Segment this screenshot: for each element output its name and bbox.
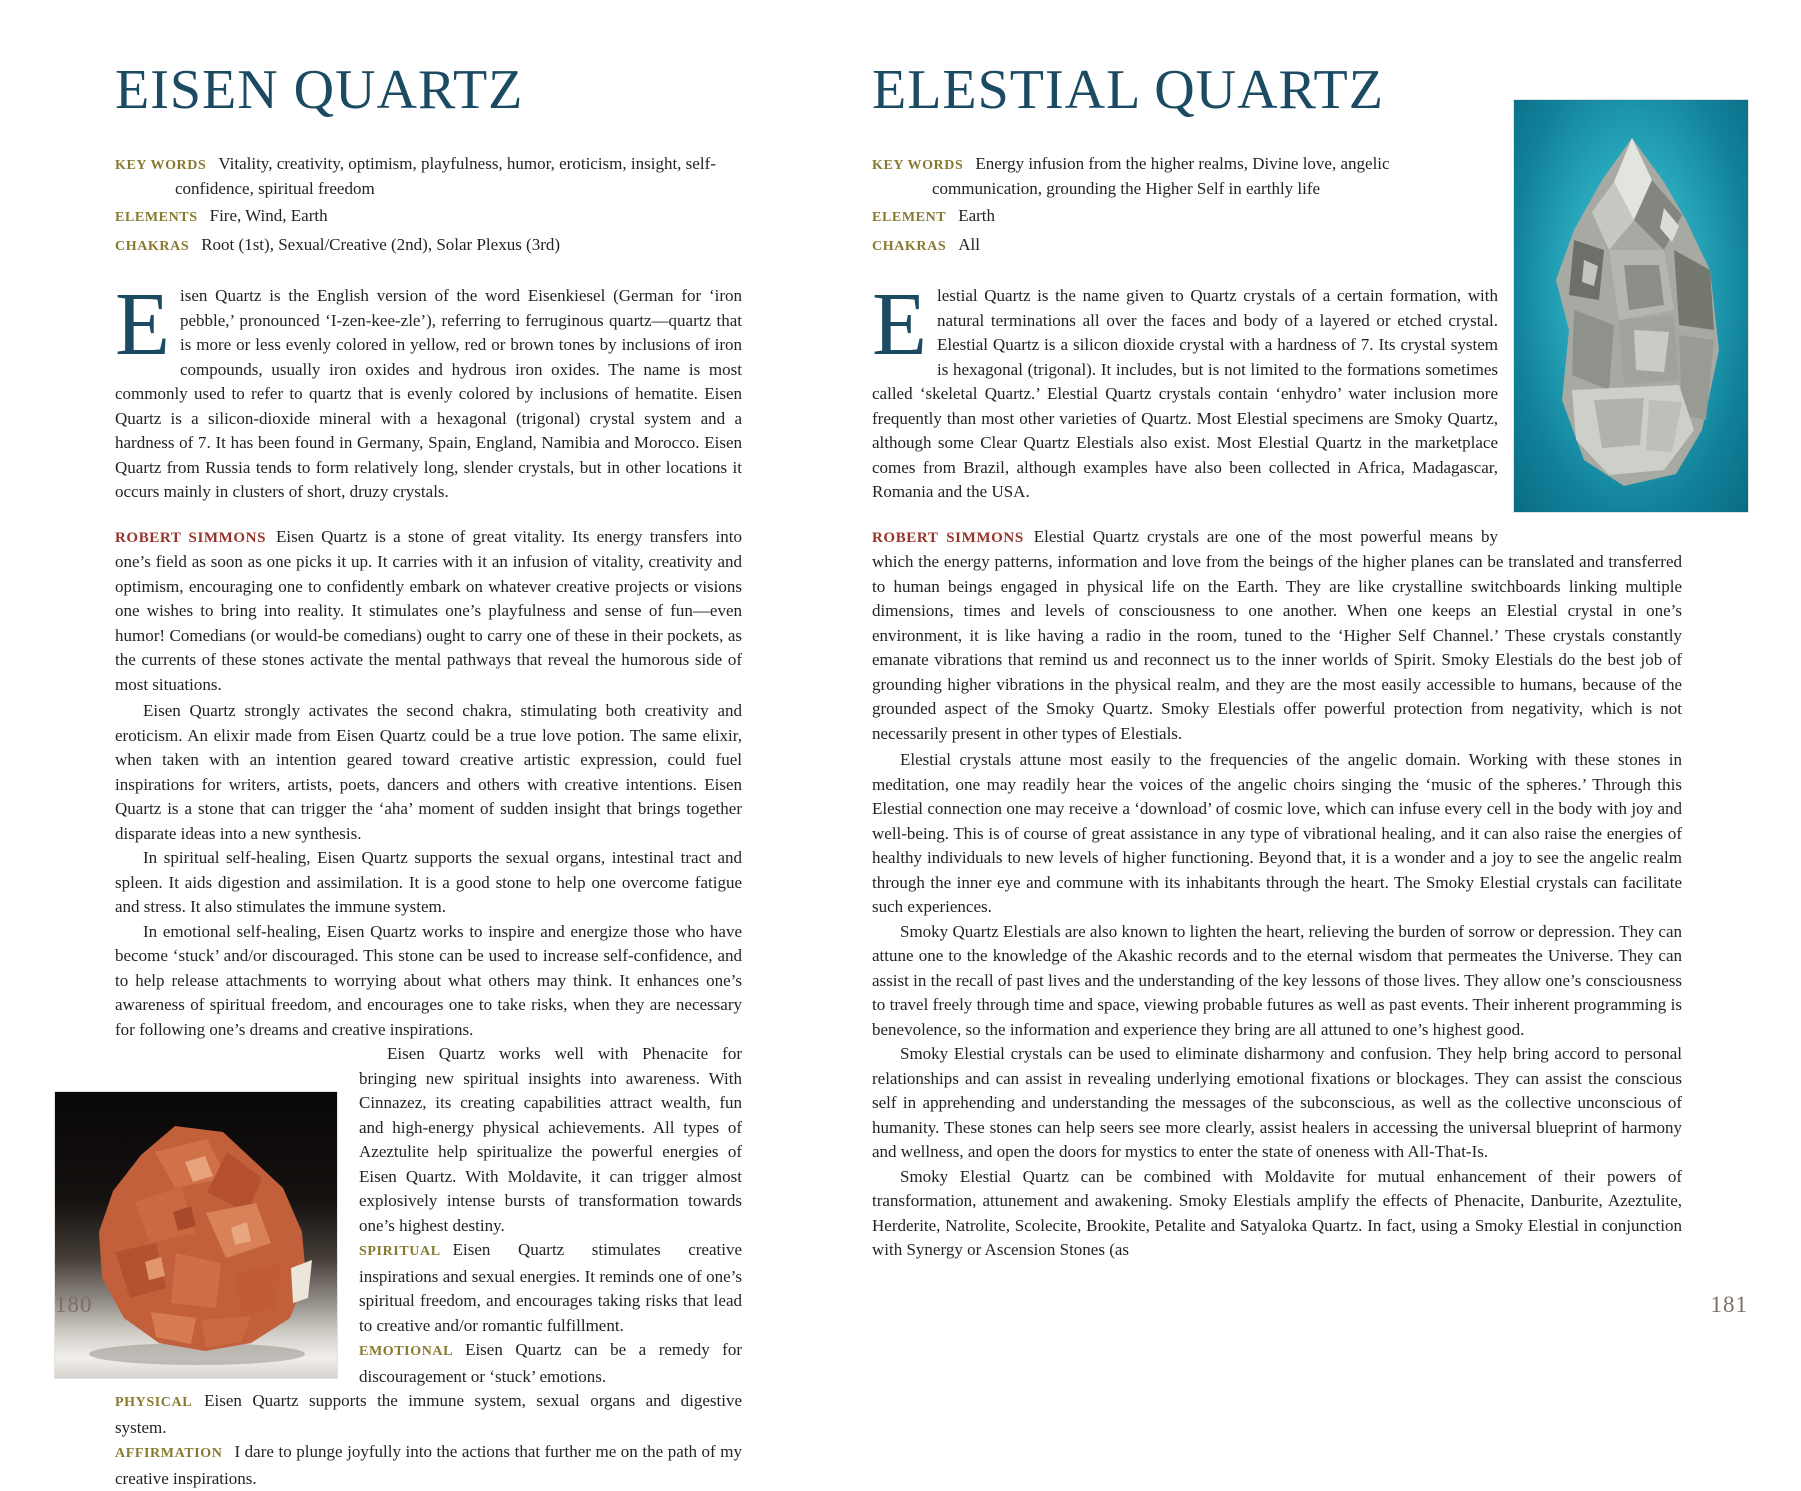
body-paragraph: Eisen Quartz strongly activates the second chakra, stimulating both creativity and eroticism. An elixir made from Eisen Quartz could be a true love potion. The same elixir, when taken with an intention geared toward creative artistic expression, could fuel inspirations for writers, artists, poets, dancers and others with creative intentions. Eisen Quartz is a stone that can trigger the ‘aha’ moment of sudden insight that brings together disparate ideas into a new synthesis. <box>115 701 742 843</box>
emotional-text: Eisen Quartz can be a remedy for discouragement or ‘stuck’ emotions. <box>359 1340 742 1386</box>
key-words-value: Vitality, creativity, optimism, playfulness, humor, eroticism, insight, self-confidence, spiritual freedom <box>175 154 716 198</box>
eisen-quartz-crystal-illustration <box>55 1092 337 1378</box>
drop-cap: E <box>872 275 927 374</box>
intro-text: lestial Quartz is the name given to Quartz crystals of a certain formation, with natural terminations all over the faces and body of a layered or etched crystal. Elestial Quartz is a silicon dioxide crystal with a hardness of 7. Its crystal system is hexagonal (trigonal). It includes, but is not limited to the formations sometimes called ‘skeletal Quartz.’ Elestial Quartz crystals contain ‘enhydro’ water inclusion more frequently than most other varieties of Quartz. Most Elestial specimens are Smoky Quartz, although some Clear Quartz Elestials also exist. Most Elestial Quartz in the marketplace comes from Brazil, although examples have also been collected in Africa, Madagascar, Romania and the USA. <box>872 286 1498 501</box>
elements-row <box>115 204 742 229</box>
drop-cap: E <box>115 275 170 374</box>
physical-paragraph <box>115 1389 742 1440</box>
key-words-value: Energy infusion from the higher realms, Divine love, angelic communication, grounding the Higher Self in earthly life <box>932 154 1390 198</box>
body-paragraph: Smoky Elestial Quartz can be combined with Moldavite for mutual enhancement of their powers of transformation, attunement and awakening. Smoky Elestials amplify the effects of Phenacite, Danburite, Azeztulite, Herderite, Natrolite, Scolecite, Brookite, Petalite and Satyaloka Quartz. In fact, using a Smoky Elestial in conjunction with Synergy or Ascension Stones (as <box>872 1166 1682 1259</box>
page-title-eisen-quartz: EISEN QUARTZ <box>115 59 524 121</box>
chakras-label: CHAKRAS <box>115 239 190 254</box>
affirmation-paragraph <box>115 1440 742 1491</box>
chakras-label: CHAKRAS <box>872 239 947 254</box>
spiritual-label: SPIRITUAL <box>359 1244 441 1259</box>
elements-value: Fire, Wind, Earth <box>209 206 328 225</box>
key-info-block-left <box>115 152 742 258</box>
elestial-quartz-crystal-illustration <box>1514 100 1748 512</box>
page-number-left: 180 <box>55 1292 93 1317</box>
elements-label: ELEMENTS <box>115 210 198 225</box>
emotional-label: EMOTIONAL <box>359 1344 454 1359</box>
eisen-quartz-photo <box>55 1092 337 1378</box>
body-paragraph: Elestial crystals attune most easily to the frequencies of the angelic domain. Working with these stones in meditation, one may readily hear the voices of the angelic choirs singing the ‘music of the spheres.’ Through this Elestial connection one may receive a ‘download’ of cosmic love, which can infuse every cell in the body with joy and well-being. This is of course of great assistance in any type of vibrational healing, and it can also raise the energies of healthy individuals to new levels of higher functioning. Beyond that, it is a wonder and a joy to see the angelic realm through the inner eye and commune with its inhabitants through the heart. The Smoky Elestial crystals can facilitate such experiences. <box>872 750 1682 916</box>
intro-paragraph <box>115 275 742 505</box>
element-value: Earth <box>958 206 996 225</box>
robert-simmons-text: Eisen Quartz is a stone of great vitality. Its energy transfers into one’s field as soon as one picks it up. It carries with it an infusion of vitality, creativity and optimism, encouraging one to confidently embark on whatever creative projects or visions one wishes to bring into reality. It stimulates one’s playfulness and sense of fun—even humor! Comedians (or would-be comedians) ought to carry one of these in their pockets, as the currents of these stones activate the mental pathways that reveal the humorous side of most situations. <box>115 526 742 694</box>
page-title-elestial-quartz: ELESTIAL QUARTZ <box>872 59 1384 121</box>
key-words-label: KEY WORDS <box>872 158 964 173</box>
key-words-label: KEY WORDS <box>115 158 207 173</box>
chakras-row <box>115 233 742 258</box>
wrap-zone <box>115 1042 742 1491</box>
physical-label: PHYSICAL <box>115 1395 193 1410</box>
robert-simmons-paragraph <box>872 525 1748 747</box>
affirmation-text: I dare to plunge joyfully into the actions that further me on the path of my creative inspirations. <box>115 1442 742 1488</box>
physical-text: Eisen Quartz supports the immune system, sexual organs and digestive system. <box>115 1391 742 1437</box>
left-page <box>115 58 742 1491</box>
robert-simmons-paragraph <box>115 525 742 698</box>
body-paragraph: In spiritual self-healing, Eisen Quartz supports the sexual organs, intestinal tract and spleen. It aids digestion and assimilation. It is a good stone to help one overcome fatigue and stress. It also stimulates the immune system. <box>115 848 742 916</box>
right-page <box>872 58 1748 1263</box>
intro-text: isen Quartz is the English version of the word Eisenkiesel (German for ‘iron pebble,’ pronounced ‘I-zen-kee-zle’), referring to ferruginous quartz—quartz that is more or less evenly colored in yellow, red or brown tones by inclusions of iron compounds, usually iron oxides and hydrous iron oxides. The name is most commonly used to refer to quartz that is evenly colored by inclusions of hematite. Eisen Quartz is a silicon-dioxide mineral with a hexagonal (trigonal) crystal system and a hardness of 7. It has been found in Germany, Spain, England, Namibia and Morocco. Eisen Quartz from Russia tends to form relatively long, slender crystals, but in other locations it occurs mainly in clusters of short, druzy crystals. <box>115 286 742 501</box>
elestial-quartz-photo <box>1514 100 1748 512</box>
robert-simmons-label: ROBERT SIMMONS <box>115 529 267 546</box>
robert-simmons-label: ROBERT SIMMONS <box>872 529 1024 546</box>
body-paragraph: In emotional self-healing, Eisen Quartz works to inspire and energize those who have become ‘stuck’ and/or discouraged. This stone can be used to increase self-confidence, and to help release attachments to worrying about what others may think. It enhances one’s awareness of spiritual freedom, and encourages one to take risks, when they are necessary for following one’s dreams and creative inspirations. <box>115 921 742 1039</box>
robert-simmons-text: Elestial Quartz crystals are one of the most powerful means by which the energy patterns, information and love from the beings of the higher planes can be translated and transferred to human beings engaged in physical life on the Earth. They are like crystalline switchboards linking multiple dimensions, times and levels of consciousness to one another. When one keeps an Elestial crystal in one’s environment, it is like having a radio in the room, tuned to the ‘Higher Self Channel.’ These crystals constantly emanate vibrations that remind us and reconnect us to the inner worlds of Spirit. Smoky Elestials do the best job of grounding higher vibrations in the physical realm, and they are the most easily accessible to humans, because of the grounded aspect of the Smoky Quartz. Smoky Elestials offer powerful protection from negativity, which is not necessarily present in other types of Elestials. <box>872 526 1682 743</box>
chakras-value: Root (1st), Sexual/Creative (2nd), Solar Plexus (3rd) <box>201 235 561 254</box>
affirmation-label: AFFIRMATION <box>115 1446 223 1461</box>
body-paragraph: Smoky Quartz Elestials are also known to lighten the heart, relieving the burden of sorrow or depression. They can attune one to the knowledge of the Akashic records and to the eternal wisdom that permeates the Universe. They can assist in the recall of past lives and the understanding of the key lessons of those lives. They allow one’s consciousness to travel freely through time and space, viewing probable futures as well as past events. Their inherent programming is benevolence, so the information and experience they bring are all attuned to one’s highest good. <box>872 921 1682 1039</box>
element-label: ELEMENT <box>872 210 947 225</box>
spiritual-text: Eisen Quartz stimulates creative inspirations and sexual energies. It reminds one of one’s spiritual freedom, and encourages taking risks that lead to creative and/or romantic fulfillment. <box>359 1240 742 1335</box>
body-paragraph: Eisen Quartz works well with Phenacite for bringing new spiritual insights into awareness. With Cinnazez, its creating capabilities attract wealth, fun and high-energy physical achievements. All types of Azeztulite help spiritualize the powerful energies of Eisen Quartz. With Moldavite, it can trigger almost explosively intense bursts of transformation towards one’s highest destiny. <box>359 1044 742 1235</box>
key-words-row <box>115 152 742 200</box>
body-paragraph: Smoky Elestial crystals can be used to eliminate disharmony and confusion. They help bring accord to personal relationships and can assist in revealing underlying emotional fixations or blockages. They can assist the conscious self in apprehending and understanding the messages of the subconscious, as well as the collective unconscious of humanity. These stones can help seers see more clearly, assist healers in accessing the universal blueprint of harmony and wellness, and open the doors for mystics to enter the state of oneness with All-That-Is. <box>872 1044 1682 1161</box>
chakras-value: All <box>958 235 980 254</box>
page-number-right: 181 <box>1710 1292 1748 1317</box>
